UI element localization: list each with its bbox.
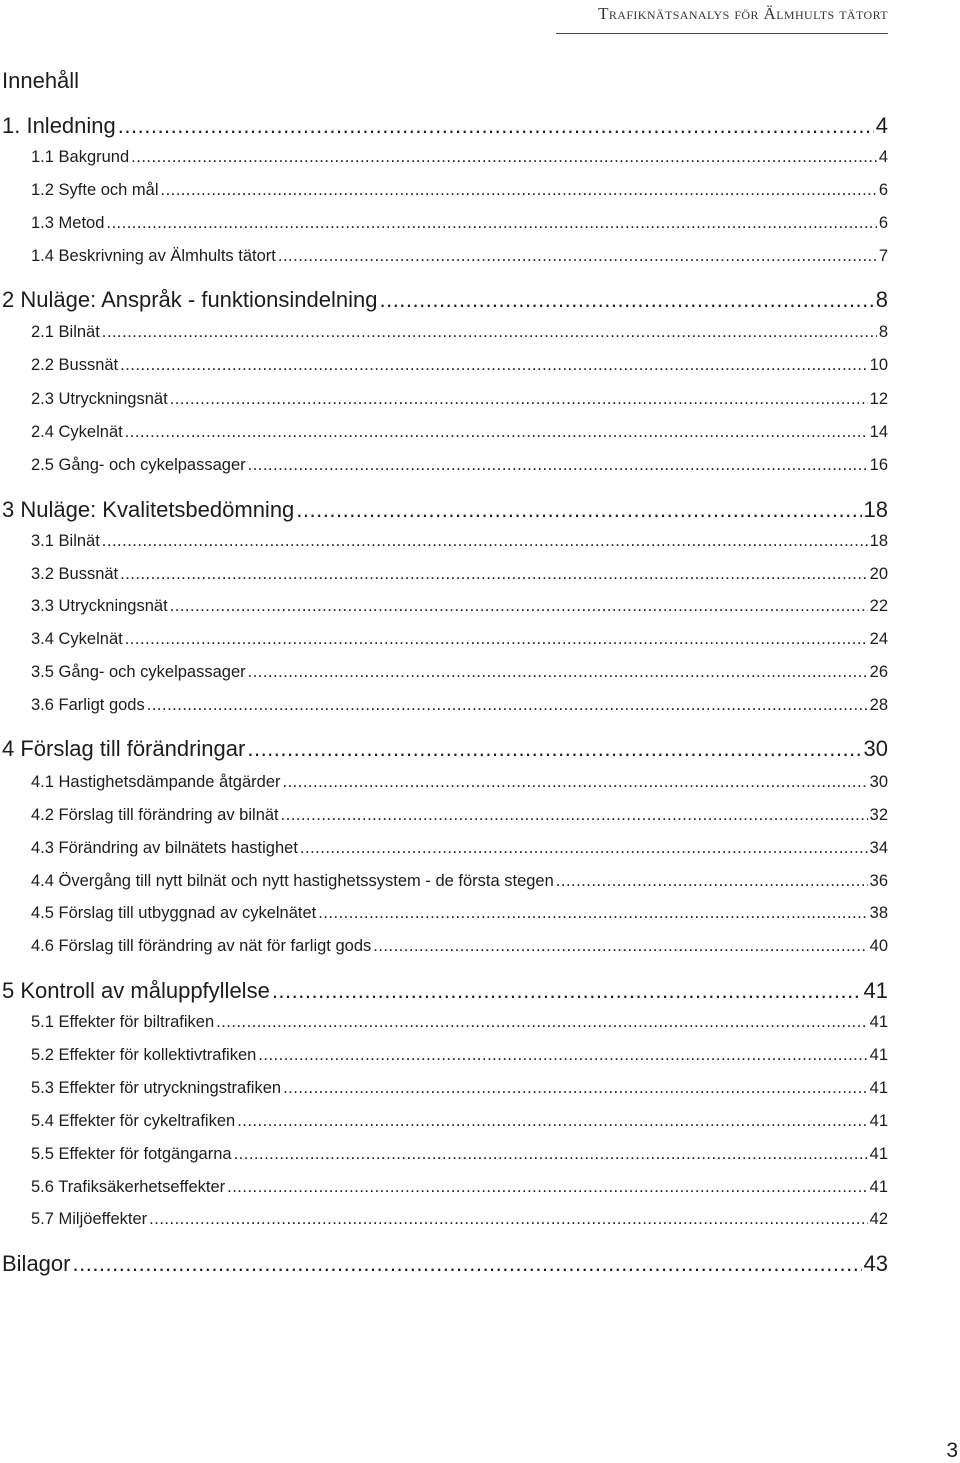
toc-entry[interactable] [2, 630, 888, 649]
toc-entry-page: 28 [869, 696, 888, 714]
toc-dot-leader [118, 113, 874, 139]
running-header: Trafiknätsanalys för Älmhults tätort [598, 4, 888, 23]
toc-dot-leader [125, 630, 868, 649]
toc-dot-leader [318, 904, 867, 923]
toc-dot-leader [379, 287, 873, 313]
toc-dot-leader [160, 181, 876, 200]
toc-entry-label: 1.2 Syfte och mål [31, 181, 159, 199]
toc-entry-label: 4.6 Förslag till förändring av nät för farligt gods [31, 937, 372, 955]
toc-entry-label: Bilagor [2, 1251, 71, 1276]
toc-entry-page: 42 [869, 1210, 888, 1228]
toc-entry[interactable] [2, 978, 888, 1004]
toc-entry[interactable] [2, 287, 888, 313]
toc-entry-label: 1.1 Bakgrund [31, 148, 130, 166]
toc-entry-page: 26 [869, 663, 888, 681]
toc-entry-label: 3.6 Farligt gods [31, 696, 145, 714]
toc-heading: Innehåll [2, 68, 80, 93]
toc-entry[interactable] [2, 904, 888, 923]
toc-entry[interactable] [2, 356, 888, 375]
toc-entry[interactable] [2, 937, 888, 956]
toc-entry-page: 7 [878, 247, 888, 265]
toc-entry-label: 5.4 Effekter för cykeltrafiken [31, 1112, 236, 1130]
toc-entry-label: 5.7 Miljöeffekter [31, 1210, 148, 1228]
toc-entry-page: 8 [878, 323, 888, 341]
toc-entry[interactable] [2, 247, 888, 266]
toc-entry[interactable] [2, 696, 888, 715]
toc-dot-leader [149, 1210, 867, 1229]
toc-entry-page: 41 [863, 978, 888, 1003]
toc-dot-leader [170, 390, 868, 409]
header-rule [556, 33, 888, 34]
toc-dot-leader [247, 736, 861, 762]
toc-dot-leader [373, 937, 867, 956]
toc-dot-leader [170, 597, 868, 616]
toc-entry[interactable] [2, 497, 888, 523]
toc-entry-page: 41 [869, 1046, 888, 1064]
toc-entry[interactable] [2, 1112, 888, 1131]
toc-entry-page: 32 [869, 806, 888, 824]
toc-entry-page: 38 [869, 904, 888, 922]
toc-entry[interactable] [2, 1178, 888, 1197]
toc-dot-leader [283, 1079, 868, 1098]
toc-entry[interactable] [2, 456, 888, 475]
toc-entry-page: 22 [869, 597, 888, 615]
toc-entry-label: 5.1 Effekter för biltrafiken [31, 1013, 215, 1031]
toc-dot-leader [296, 497, 861, 523]
toc-entry-page: 12 [869, 390, 888, 408]
toc-entry-label: 2.5 Gång- och cykelpassager [31, 456, 246, 474]
toc-entry-page: 8 [875, 287, 888, 312]
toc-entry-page: 41 [869, 1013, 888, 1031]
toc-entry-page: 16 [869, 456, 888, 474]
toc-dot-leader [248, 456, 868, 475]
toc-entry[interactable] [2, 736, 888, 762]
toc-dot-leader [125, 423, 868, 442]
toc-entry-page: 41 [869, 1079, 888, 1097]
toc-dot-leader [216, 1013, 868, 1032]
toc-entry-label: 2.4 Cykelnät [31, 423, 123, 441]
toc-dot-leader [272, 978, 862, 1004]
toc-entry-page: 10 [869, 356, 888, 374]
toc-dot-leader [102, 532, 868, 551]
toc-entry-label: 2.1 Bilnät [31, 323, 100, 341]
toc-entry-page: 24 [869, 630, 888, 648]
toc-dot-leader [234, 1145, 868, 1164]
toc-entry-page: 6 [878, 214, 888, 232]
toc-entry-page: 18 [863, 497, 888, 522]
toc-entry[interactable] [2, 214, 888, 233]
toc-dot-leader [120, 565, 868, 584]
toc-entry-label: 2 Nuläge: Anspråk - funktionsindelning [2, 287, 378, 312]
toc-entry-page: 30 [869, 773, 888, 791]
toc-dot-leader [131, 148, 877, 167]
toc-entry-page: 6 [878, 181, 888, 199]
toc-entry-label: 3.1 Bilnät [31, 532, 100, 550]
toc-entry-label: 5.3 Effekter för utryckningstrafiken [31, 1079, 282, 1097]
toc-dot-leader [300, 839, 868, 858]
toc-entry[interactable] [2, 423, 888, 442]
toc-entry-label: 2.2 Bussnät [31, 356, 119, 374]
toc-dot-leader [283, 773, 868, 792]
toc-entry-label: 5.5 Effekter för fotgängarna [31, 1145, 232, 1163]
toc-entry[interactable] [2, 532, 888, 551]
toc-entry-label: 1. Inledning [2, 113, 116, 138]
toc-entry[interactable] [2, 113, 888, 139]
toc-dot-leader [227, 1178, 868, 1197]
toc-entry-page: 4 [875, 113, 888, 138]
toc-entry-page: 41 [869, 1145, 888, 1163]
toc-entry-page: 40 [869, 937, 888, 955]
toc-entry[interactable] [2, 1145, 888, 1164]
toc-entry[interactable] [2, 323, 888, 342]
toc-entry[interactable] [2, 839, 888, 858]
toc-entry[interactable] [2, 1210, 888, 1229]
toc-entry-page: 14 [869, 423, 888, 441]
toc-entry-label: 3.2 Bussnät [31, 565, 119, 583]
toc-entry-label: 5.2 Effekter för kollektivtrafiken [31, 1046, 257, 1064]
toc-entry-label: 5 Kontroll av måluppfyllelse [2, 978, 270, 1003]
toc-entry-label: 4.2 Förslag till förändring av bilnät [31, 806, 279, 824]
toc-entry[interactable] [2, 565, 888, 584]
toc-entry-page: 36 [869, 872, 888, 890]
toc-entry-page: 4 [878, 148, 888, 166]
toc-dot-leader [237, 1112, 867, 1131]
toc-entry[interactable] [2, 872, 888, 891]
toc-entry-label: 3.4 Cykelnät [31, 630, 123, 648]
toc-dot-leader [248, 663, 868, 682]
toc-entry-label: 4.3 Förändring av bilnätets hastighet [31, 839, 298, 857]
toc-entry-label: 1.3 Metod [31, 214, 105, 232]
toc-entry-page: 30 [863, 736, 888, 761]
toc-entry-label: 4 Förslag till förändringar [2, 736, 246, 761]
toc-dot-leader [556, 872, 868, 891]
toc-dot-leader [106, 214, 876, 233]
toc-entry[interactable] [2, 597, 888, 616]
toc-entry-label: 1.4 Beskrivning av Älmhults tätort [31, 247, 276, 265]
toc-dot-leader [258, 1046, 867, 1065]
toc-entry-page: 20 [869, 565, 888, 583]
toc-entry-label: 3 Nuläge: Kvalitetsbedömning [2, 497, 295, 522]
toc-entry-page: 41 [869, 1178, 888, 1196]
toc-dot-leader [281, 806, 868, 825]
toc-entry-page: 18 [869, 532, 888, 550]
toc-entry[interactable] [2, 663, 888, 682]
toc-dot-leader [102, 323, 877, 342]
toc-entry[interactable] [2, 181, 888, 200]
toc-entry[interactable] [2, 1251, 888, 1277]
toc-entry[interactable] [2, 390, 888, 409]
toc-entry-label: 4.5 Förslag till utbyggnad av cykelnätet [31, 904, 317, 922]
toc-entry[interactable] [2, 1046, 888, 1065]
page-number: 3 [946, 1439, 958, 1462]
toc-entry[interactable] [2, 148, 888, 167]
toc-entry-label: 4.4 Övergång till nytt bilnät och nytt hastighetssystem - de första stegen [31, 872, 554, 890]
toc-entry-label: 5.6 Trafiksäkerhetseffekter [31, 1178, 226, 1196]
toc-entry[interactable] [2, 1013, 888, 1032]
toc-entry-label: 3.3 Utryckningsnät [31, 597, 168, 615]
toc-entry-page: 34 [869, 839, 888, 857]
toc-entry[interactable] [2, 773, 888, 792]
toc-entry-label: 4.1 Hastighetsdämpande åtgärder [31, 773, 281, 791]
toc-entry-label: 3.5 Gång- och cykelpassager [31, 663, 246, 681]
toc-dot-leader [278, 247, 877, 266]
toc-entry-label: 2.3 Utryckningsnät [31, 390, 168, 408]
toc-dot-leader [147, 696, 868, 715]
toc-entry-page: 43 [863, 1251, 888, 1276]
toc-entry[interactable] [2, 806, 888, 825]
toc-entry-page: 41 [869, 1112, 888, 1130]
toc-dot-leader [72, 1251, 861, 1277]
toc-entry[interactable] [2, 1079, 888, 1098]
toc-dot-leader [120, 356, 868, 375]
